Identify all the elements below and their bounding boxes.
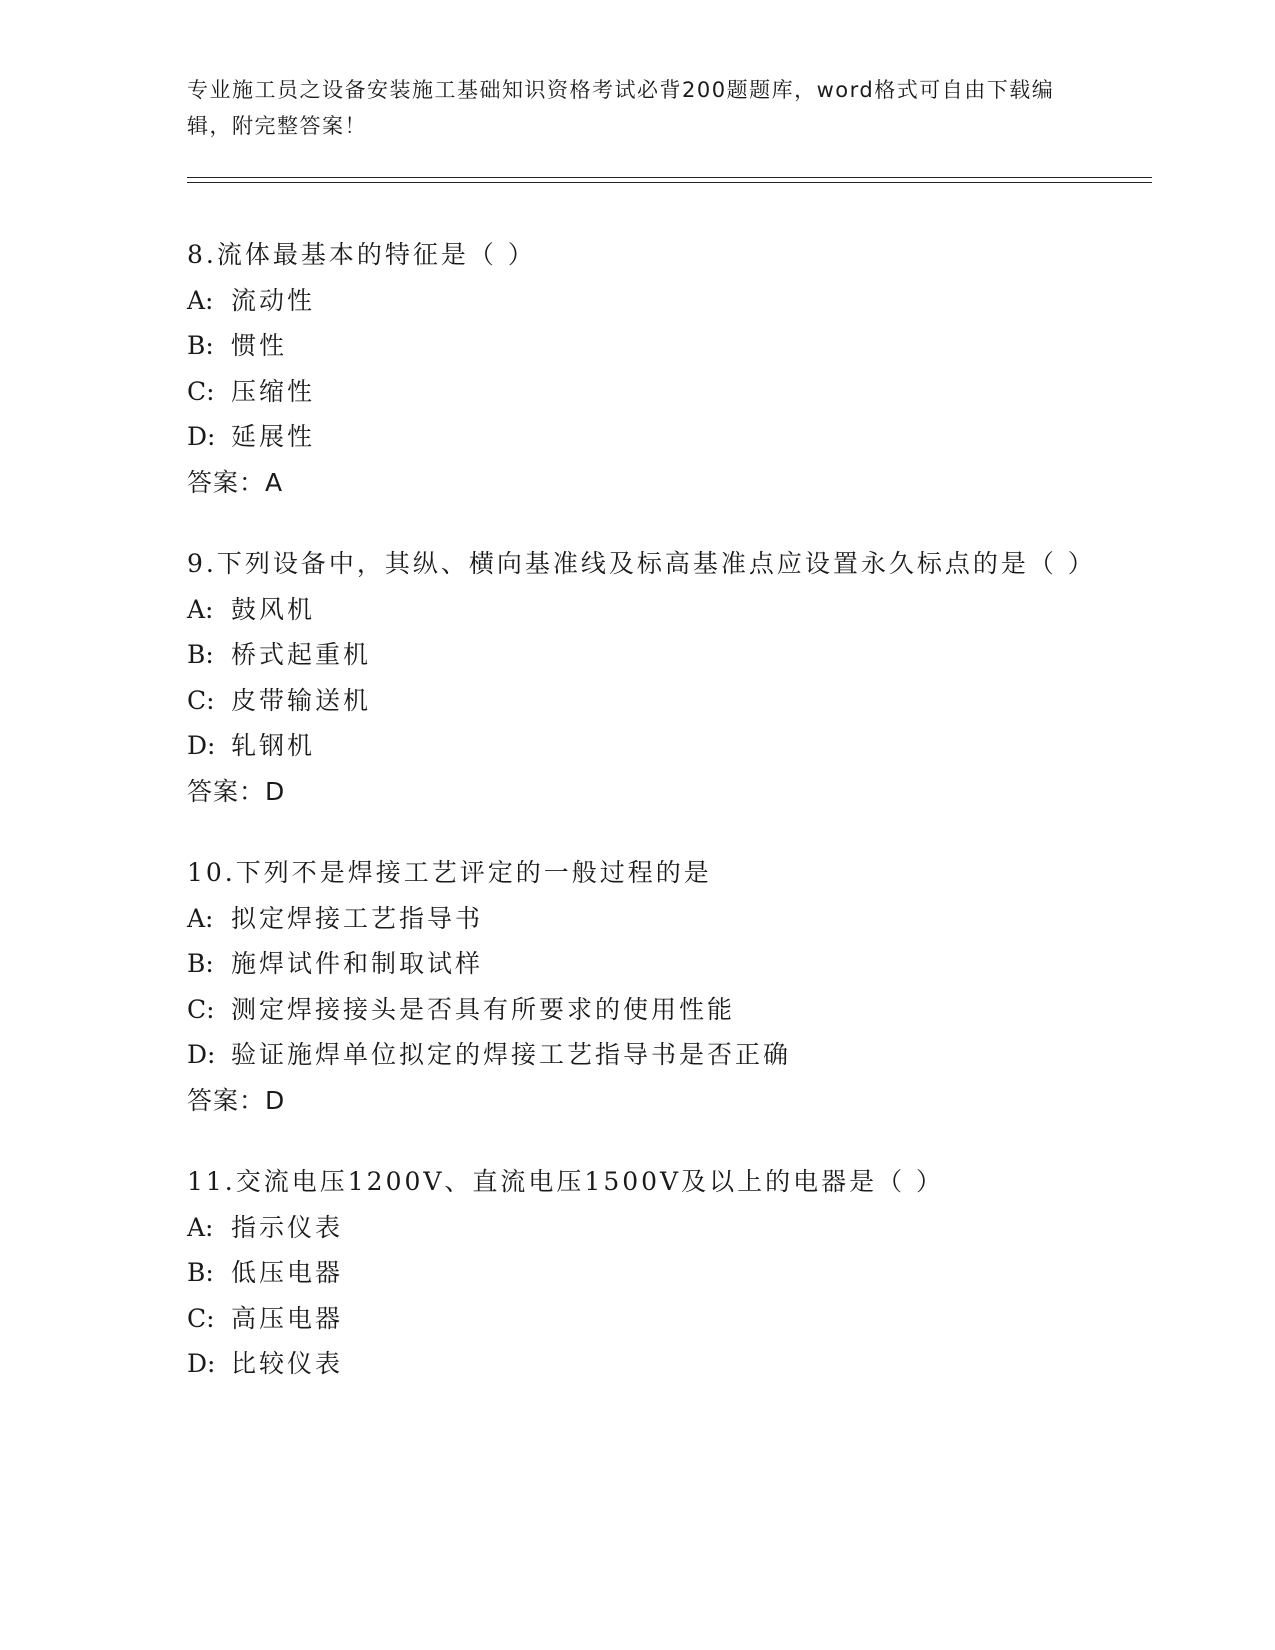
question-item-8 xyxy=(187,232,1087,505)
option-b xyxy=(187,632,1087,678)
option-letter: B: xyxy=(187,331,214,360)
option-text: 流动性 xyxy=(231,285,316,315)
option-a xyxy=(187,896,1087,942)
option-text: 验证施焊单位拟定的焊接工艺指导书是否正确 xyxy=(231,1040,792,1069)
option-text: 惯性 xyxy=(231,331,288,360)
option-text: 高压电器 xyxy=(231,1303,344,1333)
option-letter: D: xyxy=(187,422,216,451)
answer-line: 答案：D xyxy=(187,776,286,806)
option-letter: B: xyxy=(187,1258,214,1287)
option-letter: A: xyxy=(187,594,214,624)
option-letter: A: xyxy=(187,903,214,933)
question-item-10 xyxy=(187,850,1087,1123)
answer-line: 答案：A xyxy=(187,467,284,497)
question-stem: 11.交流电压1200V、直流电压1500V及以上的电器是（ ） xyxy=(187,1167,945,1196)
option-letter: C: xyxy=(187,376,215,406)
option-a xyxy=(187,1205,1087,1251)
option-d xyxy=(187,723,1087,769)
option-a xyxy=(187,278,1087,324)
option-letter: C: xyxy=(187,994,215,1024)
question-item-9 xyxy=(187,541,1096,814)
option-c xyxy=(187,1296,1087,1342)
option-b xyxy=(187,1250,1087,1296)
option-text: 测定焊接接头是否具有所要求的使用性能 xyxy=(231,994,736,1024)
option-d xyxy=(187,1032,1087,1078)
option-text: 轧钢机 xyxy=(231,731,316,760)
header-divider-line xyxy=(187,177,1152,178)
option-b xyxy=(187,941,1087,987)
answer-line: 答案：D xyxy=(187,1085,286,1115)
question-stem: 10.下列不是焊接工艺评定的一般过程的是 xyxy=(187,858,712,887)
option-letter: C: xyxy=(187,685,215,715)
option-text: 低压电器 xyxy=(231,1258,344,1287)
question-item-11 xyxy=(187,1159,1087,1387)
option-text: 皮带输送机 xyxy=(231,685,372,715)
option-letter: C: xyxy=(187,1303,215,1333)
option-text: 拟定焊接工艺指导书 xyxy=(231,903,484,933)
option-letter: A: xyxy=(187,1212,214,1242)
option-letter: D: xyxy=(187,731,216,760)
option-letter: D: xyxy=(187,1349,216,1378)
option-letter: B: xyxy=(187,640,214,669)
option-c xyxy=(187,369,1087,415)
document-header-title: 专业施工员之设备安装施工基础知识资格考试必背200题题库，word格式可自由下载编辑，附完整答案！ xyxy=(187,78,1055,138)
option-text: 延展性 xyxy=(231,422,316,451)
option-text: 指示仪表 xyxy=(231,1212,344,1242)
option-c xyxy=(187,987,1087,1033)
option-letter: B: xyxy=(187,949,214,978)
option-a xyxy=(187,587,1087,633)
header-divider-line-second xyxy=(187,182,1152,183)
option-text: 鼓风机 xyxy=(231,594,316,624)
option-text: 桥式起重机 xyxy=(231,640,372,669)
option-letter: D: xyxy=(187,1040,216,1069)
question-stem: 9.下列设备中，其纵、横向基准线及标高基准点应设置永久标点的是（ ） xyxy=(187,549,1096,578)
option-c xyxy=(187,678,1087,724)
option-text: 施焊试件和制取试样 xyxy=(231,949,484,978)
option-d xyxy=(187,1341,1087,1387)
option-d xyxy=(187,414,1087,460)
option-text: 比较仪表 xyxy=(231,1349,344,1378)
option-letter: A: xyxy=(187,285,214,315)
question-stem: 8.流体最基本的特征是（ ） xyxy=(187,240,536,269)
option-text: 压缩性 xyxy=(231,376,316,406)
question-list xyxy=(187,232,1096,1423)
option-b xyxy=(187,323,1087,369)
